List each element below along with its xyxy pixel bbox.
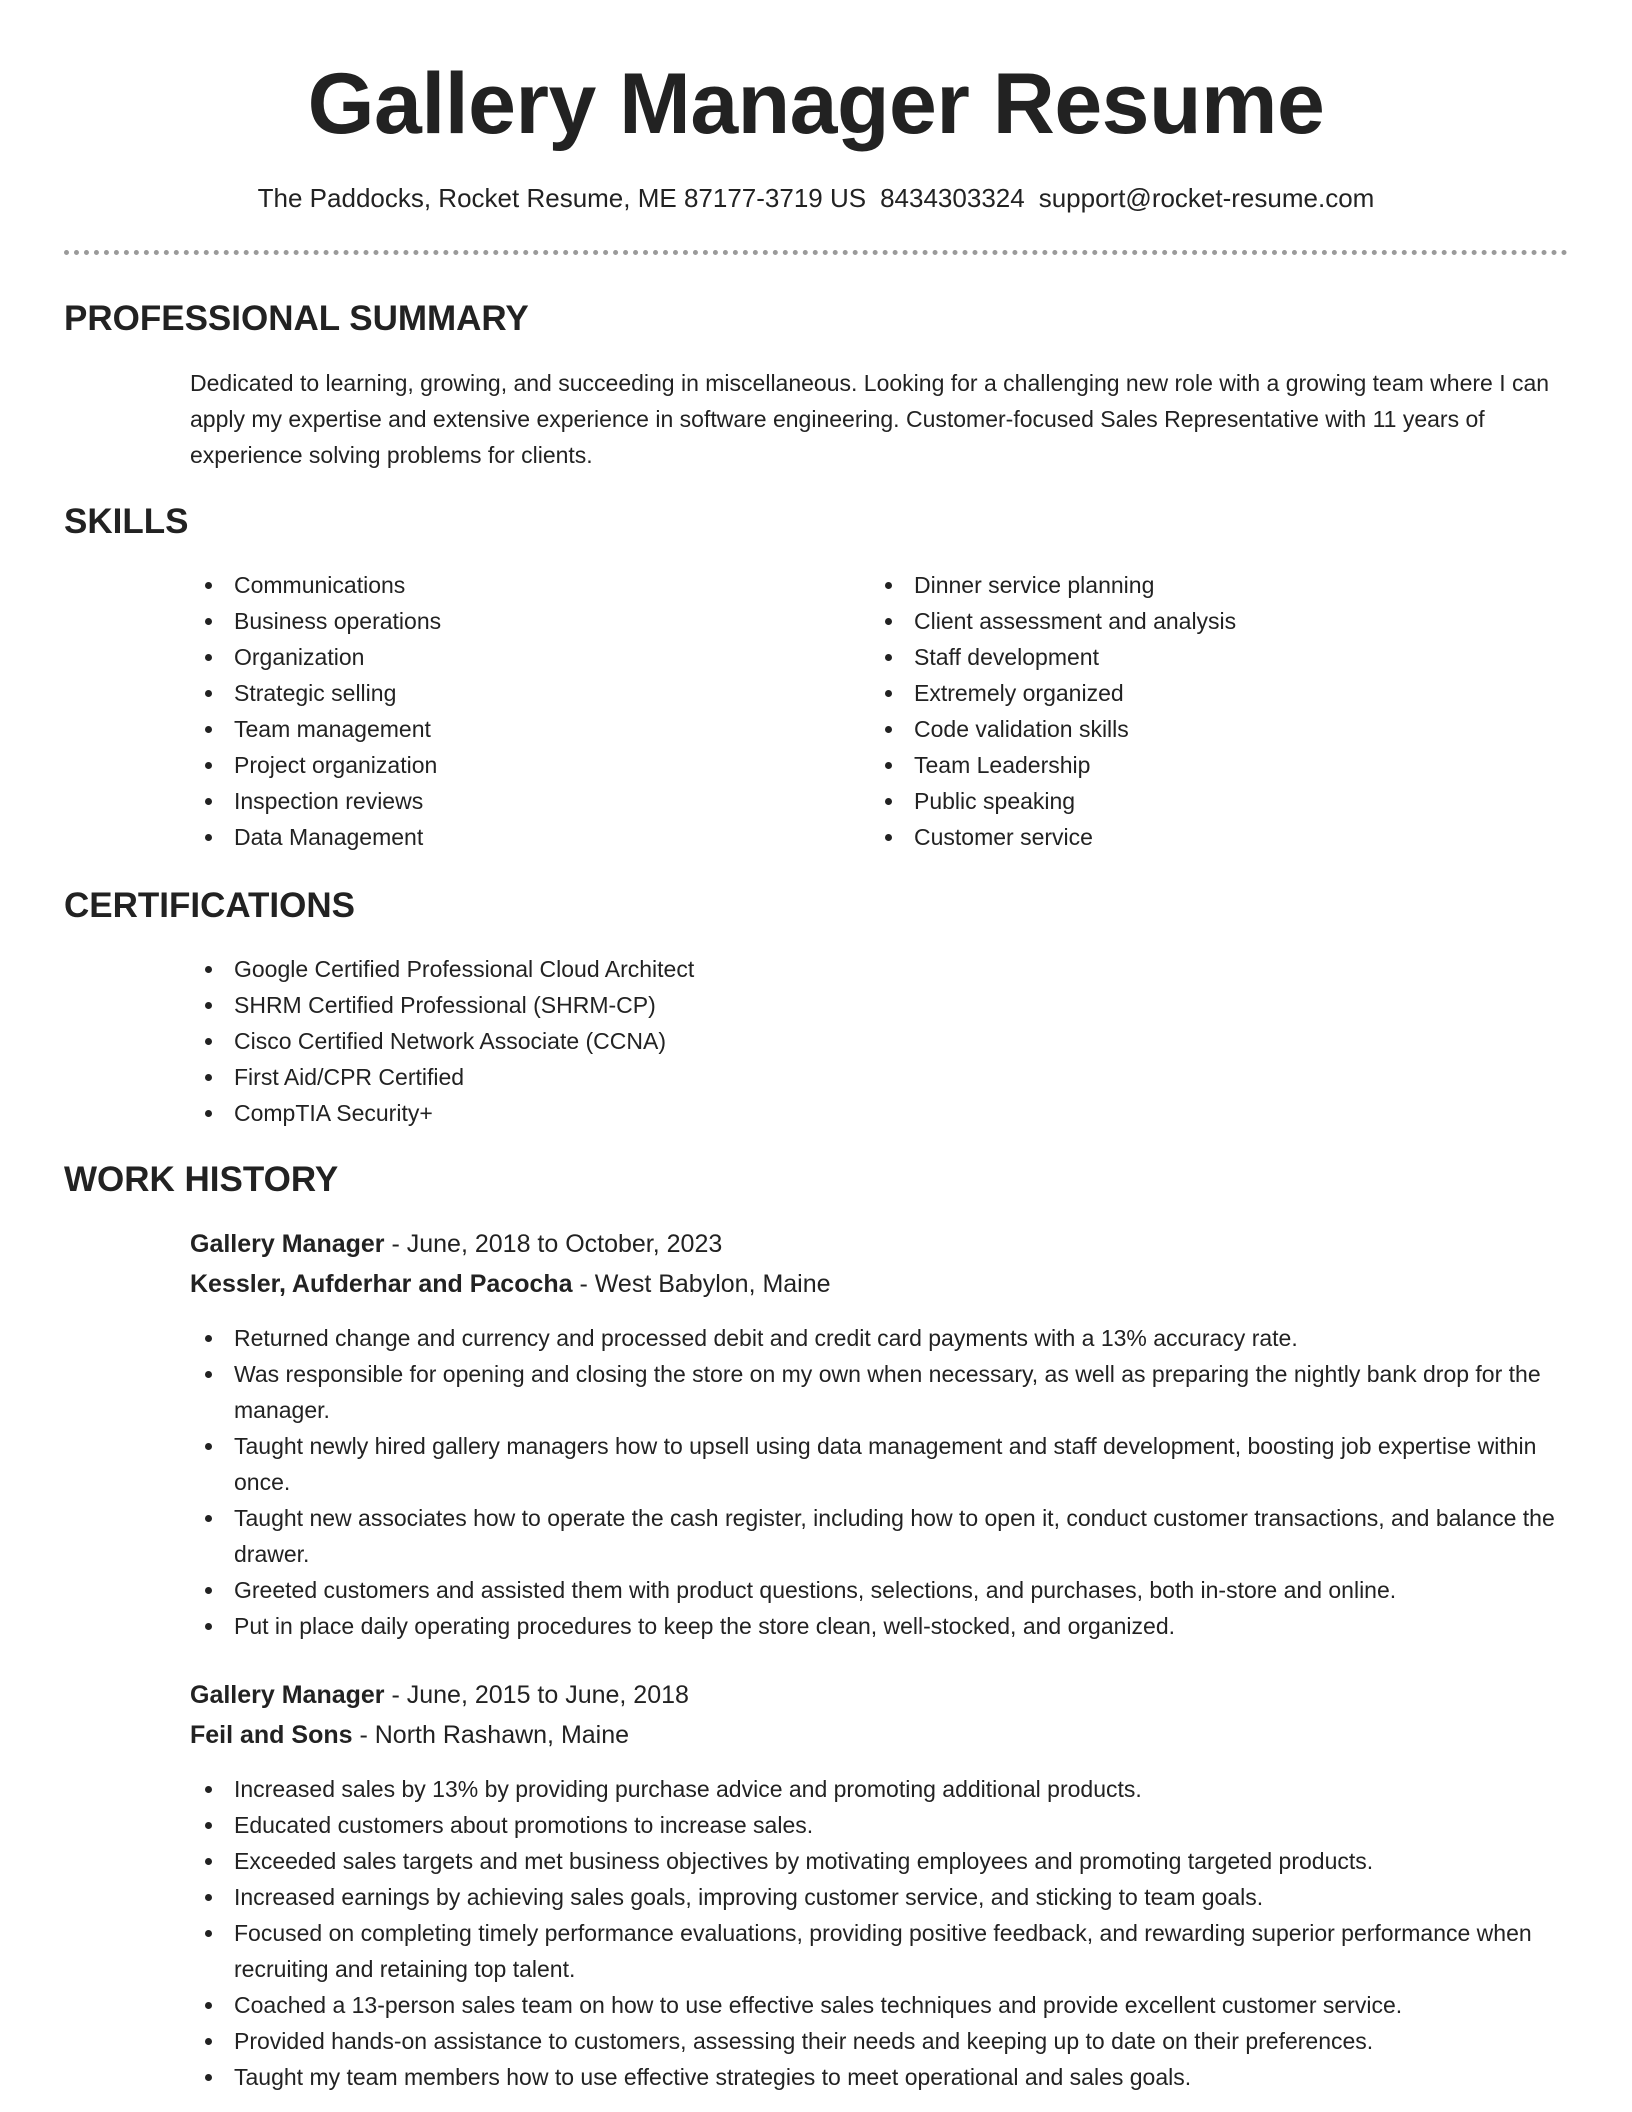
- skill-item: Data Management: [190, 819, 830, 855]
- skill-item: Inspection reviews: [190, 783, 830, 819]
- job-title-line: [190, 1227, 722, 1261]
- job-bullets: [190, 1320, 1570, 1644]
- resume-title: Gallery Manager Resume: [307, 56, 1325, 152]
- skills-heading: SKILLS: [64, 502, 189, 541]
- job-bullets: [190, 1771, 1570, 2095]
- contact-phone: 8434303324: [880, 183, 1025, 213]
- job-bullet: Put in place daily operating procedures to keep the store clean, well-stocked, and organized.: [190, 1608, 1570, 1644]
- job-bullet: Exceeded sales targets and met business objectives by motivating employees and promoting targeted products.: [190, 1843, 1570, 1879]
- skill-item: Communications: [190, 567, 830, 603]
- skills-list-left: [190, 567, 830, 855]
- job-bullet: Educated customers about promotions to increase sales.: [190, 1807, 1570, 1843]
- certifications-list: [190, 951, 1550, 1131]
- job-title-line: [190, 1678, 689, 1712]
- certification-item: Google Certified Professional Cloud Architect: [190, 951, 1550, 987]
- certification-item: First Aid/CPR Certified: [190, 1059, 1550, 1095]
- header-divider: [64, 250, 1568, 255]
- job-company: Feil and Sons: [190, 1721, 353, 1749]
- job-dates: - June, 2018 to October, 2023: [384, 1230, 723, 1258]
- job-bullet: Increased earnings by achieving sales goals, improving customer service, and sticking to team goals.: [190, 1879, 1570, 1915]
- job-bullet: Taught my team members how to use effective strategies to meet operational and sales goals.: [190, 2059, 1570, 2095]
- job-bullet: Coached a 13-person sales team on how to use effective sales techniques and provide excellent customer service.: [190, 1987, 1570, 2023]
- job-bullet: Provided hands-on assistance to customers, assessing their needs and keeping up to date on their preferences.: [190, 2023, 1570, 2059]
- skills-list-right: [870, 567, 1550, 855]
- skill-item: Strategic selling: [190, 675, 830, 711]
- job-company: Kessler, Aufderhar and Pacocha: [190, 1270, 573, 1298]
- skill-item: Business operations: [190, 603, 830, 639]
- certification-item: CompTIA Security+: [190, 1095, 1550, 1131]
- contact-address: The Paddocks, Rocket Resume, ME 87177-3719 US: [257, 183, 867, 213]
- contact-line: [0, 181, 1632, 215]
- job-location: - North Rashawn, Maine: [352, 1721, 630, 1749]
- job-title: Gallery Manager: [190, 1230, 385, 1258]
- job-bullet: Was responsible for opening and closing the store on my own when necessary, as well as preparing the nightly bank drop for the manager.: [190, 1356, 1570, 1428]
- summary-text: Dedicated to learning, growing, and succeeding in miscellaneous. Looking for a challenging new role with a growing team where I can apply my expertise and extensive experience in software engineering. Customer-focused Sales Representative with 11 years of experience solving problems for clients.: [190, 370, 1550, 468]
- skill-item: Project organization: [190, 747, 830, 783]
- job-bullet: Increased sales by 13% by providing purchase advice and promoting additional products.: [190, 1771, 1570, 1807]
- skill-item: Organization: [190, 639, 830, 675]
- job-bullet: Taught new associates how to operate the cash register, including how to open it, conduct customer transactions, and balance the drawer.: [190, 1500, 1570, 1572]
- skill-item: Public speaking: [870, 783, 1550, 819]
- certifications-heading: CERTIFICATIONS: [64, 886, 356, 925]
- skill-item: Client assessment and analysis: [870, 603, 1550, 639]
- certification-item: Cisco Certified Network Associate (CCNA): [190, 1023, 1550, 1059]
- summary-heading: PROFESSIONAL SUMMARY: [64, 299, 529, 338]
- certification-item: SHRM Certified Professional (SHRM-CP): [190, 987, 1550, 1023]
- job-company-line: [190, 1267, 831, 1301]
- skill-item: Team management: [190, 711, 830, 747]
- job-bullet: Greeted customers and assisted them with product questions, selections, and purchases, both in-store and online.: [190, 1572, 1570, 1608]
- job-company-line: [190, 1718, 629, 1752]
- job-dates: - June, 2015 to June, 2018: [384, 1681, 689, 1709]
- job-title: Gallery Manager: [190, 1681, 385, 1709]
- job-bullet: Focused on completing timely performance evaluations, providing positive feedback, and rewarding superior performance when recruiting and retaining top talent.: [190, 1915, 1570, 1987]
- job-bullet: Taught newly hired gallery managers how to upsell using data management and staff development, boosting job expertise within once.: [190, 1428, 1570, 1500]
- skill-item: Extremely organized: [870, 675, 1550, 711]
- job-location: - West Babylon, Maine: [572, 1270, 831, 1298]
- skill-item: Customer service: [870, 819, 1550, 855]
- contact-email: support@rocket-resume.com: [1038, 183, 1375, 213]
- skill-item: Code validation skills: [870, 711, 1550, 747]
- skill-item: Dinner service planning: [870, 567, 1550, 603]
- skill-item: Staff development: [870, 639, 1550, 675]
- job-bullet: Returned change and currency and processed debit and credit card payments with a 13% accuracy rate.: [190, 1320, 1570, 1356]
- work-history-heading: WORK HISTORY: [64, 1160, 339, 1199]
- skill-item: Team Leadership: [870, 747, 1550, 783]
